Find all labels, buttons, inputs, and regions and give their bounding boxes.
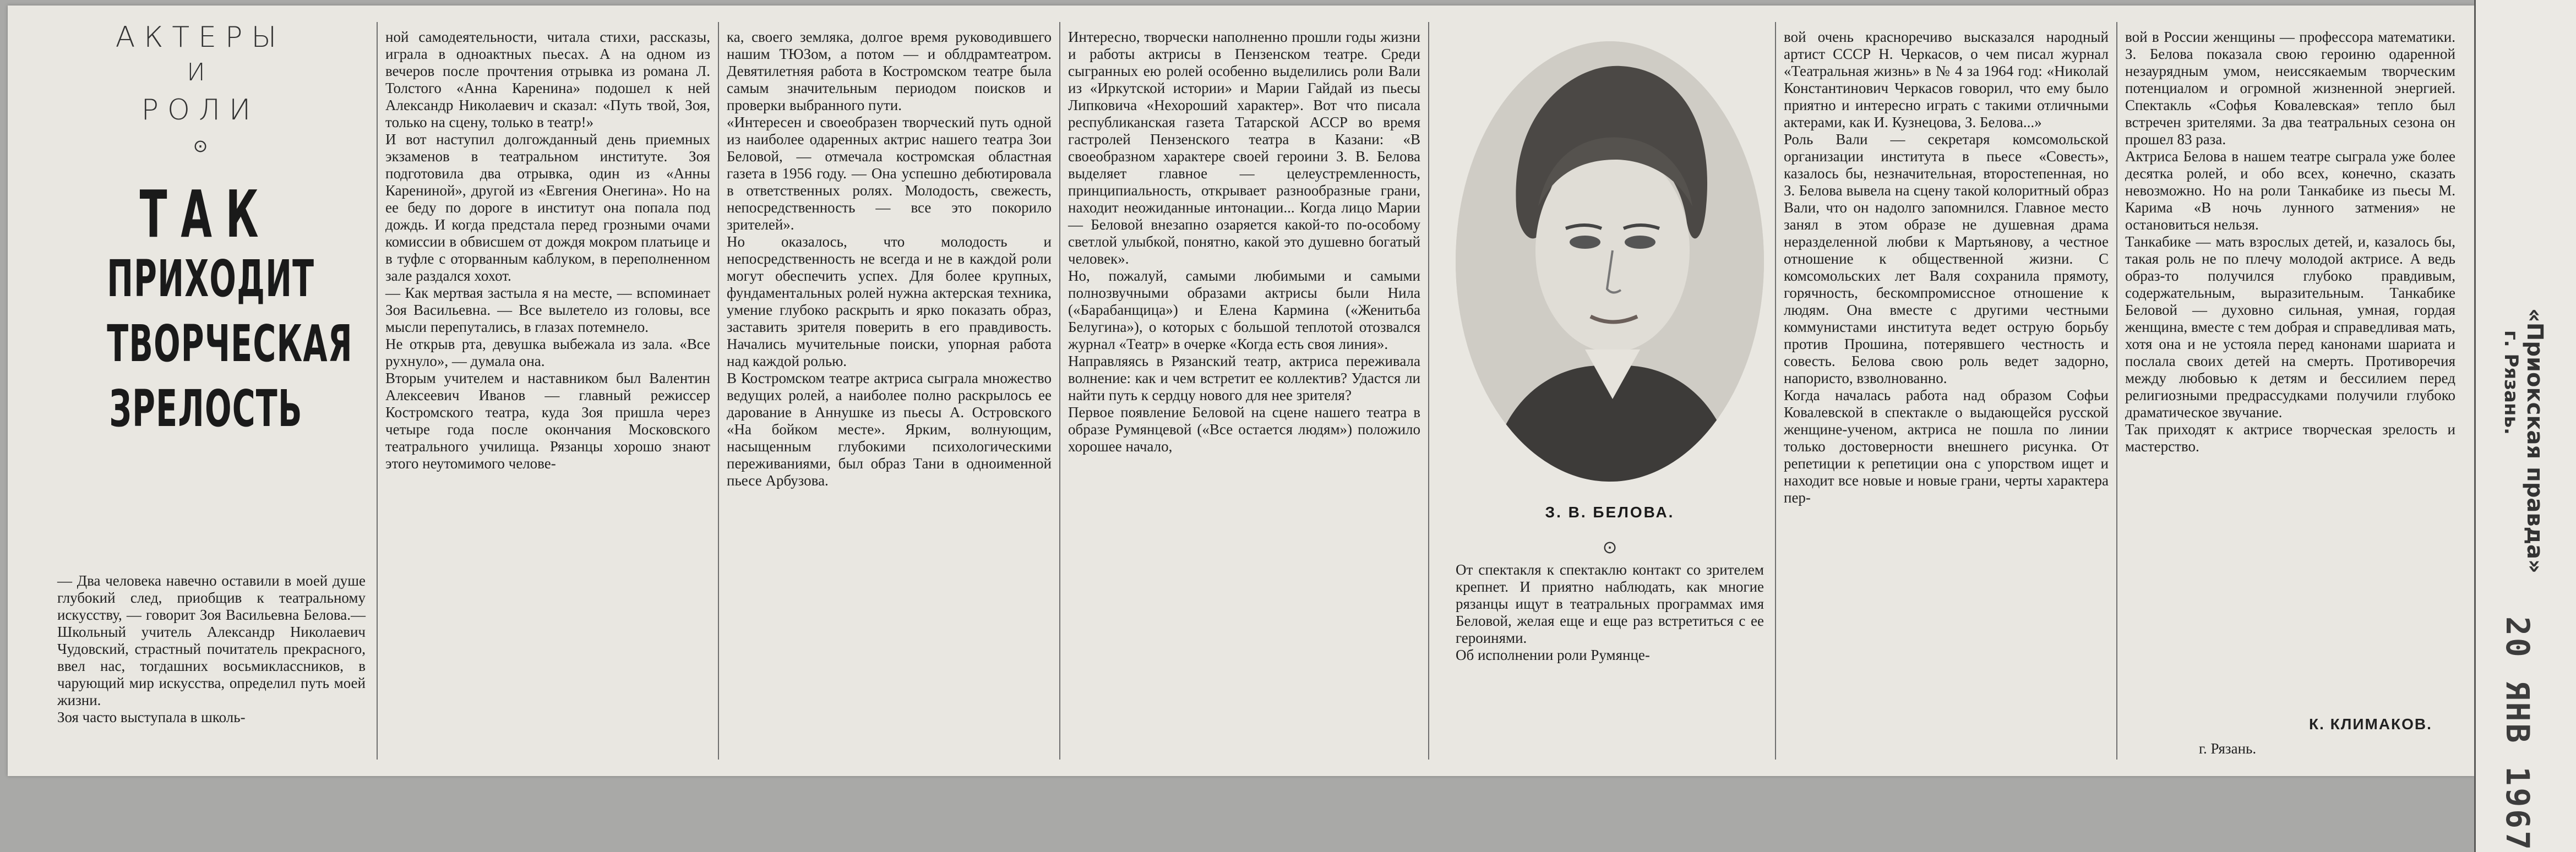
article-title (46, 176, 366, 441)
portrait-photo (1456, 41, 1764, 482)
column-divider (1059, 22, 1060, 760)
title-line-1: ТАК (139, 176, 273, 252)
column-divider (1775, 22, 1776, 760)
column-divider (377, 22, 378, 760)
caption-ornament: ⊙ (1602, 537, 1618, 558)
heading-ornament: ⊙ (193, 135, 208, 156)
column-divider (718, 22, 719, 760)
date-stamp: 20 ЯНВ 1967 (2499, 616, 2536, 852)
article-column-2: ной самодеятельности, читала стихи, рассказы, играла в одноактных пьесах. А на одном из вечеров после прочтения отрывка из романа Л. Толстого «Анна Каренина» подошел к ней Александр Николаевич и сказал: «Путь твой, Зоя, только на сцену, только в театр!» И вот наступил долгожданный день приемных экзаменов в театральном институте. Зоя подготовила два отрывка, один из «Анны Карениной», другой из «Евгения Онегина». Но на ее беду по дороге в институт она попала под дождь. И когда предстала перед грозными очами комиссии в обвисшем от дождя мокром платьице и в туфле с оторванным каблуком, в переполненном зале раздался хохот. — Как мертвая застыла я на месте, — вспоминает Зоя Васильевна. — Все вылетело из головы, все мысли перепутались, в глазах потемнело. Не открыв рта, девушка выбежала из зала. «Все рухнуло», — думала она. Вторым учителем и наставником был Валентин Алексеевич Иванов — главный режиссер Костромского театра, куда Зоя пришла через четыре года после окончания Московского театрального училища. Рязанцы хорошо знают этого неутомимого челове- (385, 29, 710, 472)
article-column-3: ка, своего земляка, долгое время руководившего нашим ТЮЗом, а потом — и облдрамтеатром. Девятилетняя работа в Костромском театре была самым значительным периодом поисков и проверки выбранного пути. «Интересен и своеобразен творческий путь одной из наиболее одаренных актрис нашего театра Зои Беловой, — отмечала костромская областная газета в 1956 году. — Она успешно дебютировала в ответственных ролях. Молодость, свежесть, непосредственность — все это покорило зрителей». Но оказалось, что молодость и непосредственность не всегда и не в каждой роли могут обеспечить успех. Для более крупных, фундаментальных ролей нужна актерская техника, умение глубоко раскрыть и ярко показать образ, заставить зрителя поверить в его правдивость. Начались мучительные поиски, упорная работа над каждой ролью. В Костромском театре актриса сыграла множество ведущих ролей, а наиболее полно раскрылось ее дарование в Аннушке из пьесы А. Островского «На бойком месте». Ярким, волнующим, насыщенным глубокими психологическими переживаниями, был образ Тани в одноименной пьесе Арбузова. (727, 29, 1052, 489)
article-column-6: вой очень красноречиво высказался народный артист СССР Н. Черкасов, о чем писал журнал «Театральная жизнь» в № 4 за 1964 год: «Николай Константинович Черкасов говорил, что ему было приятно и интересно играть с такими отличными актерами, как И. Кузнецова, З. Белова...» Роль Вали — секретаря комсомольской организации института в пьесе «Совесть», казалось бы, незначительная, второстепенная, но З. Белова вывела на сцену такой колоритный образ Вали, что он надолго запомнился. Главное место занял в этом образе не душевная драма неразделенной любви к Мартьянову, а честное отношение к общественной жизни. С комсомольских лет Валя сохранила прямоту, горячность, бескомпромиссное отношение к людям. Она вместе с другими честными коммунистами института ведет острую борьбу против Прошина, потерявшего честность и совесть. Белова свою роль ведет задорно, напористо, взволнованно. Когда началась работа над образом Софьи Ковалевской в спектакле о выдающейся русской женщине-ученом, актриса не пошла по линии только достоверности внешнего рисунка. От репетиции к репетиции она с упорством ищет и находит все новые и новые грани, черты характера пер- (1784, 29, 2109, 506)
clipping-city-stamp: г. Рязань. (2500, 330, 2522, 435)
article-column-7: вой в России женщины — профессора математики. З. Белова показала свою героиню одаренной незаурядным умом, неиссякаемым творческим потенциалом и огромной жизненной энергией. Спектакль «Софья Ковалевская» тепло был встречен зрителями. За два театральных сезона он прошел 83 раза. Актриса Белова в нашем театре сыграла уже более десятка ролей, и обо всех, конечно, сказать невозможно. Но на роли Танкабике из пьесы М. Карима «В ночь лунного затмения» не остановиться нельзя. Танкабике — мать взрослых детей, и, казалось бы, такая роль не по плечу молодой актрисе. А ведь образ-то получился глубоко правдивым, содержательным, выразительным. Танкабике Беловой — духовно сильная, умная, гордая женщина, вместе с тем добрая и справедливая мать, хотя она и не устояла перед канонами шариата и послала своих детей на смерть. Противоречия между любовью к детям и бессилием перед религиозными предрассудками получили глубоко драматическое звучание. Так приходят к актрисе творческая зрелость и мастерство. (2125, 29, 2455, 455)
newspaper-clipping (8, 6, 2474, 776)
section-heading-line2: И (187, 58, 214, 86)
clipping-source-stamp: «Приокская правда» (2522, 308, 2547, 574)
article-column-5: От спектакля к спектаклю контакт со зрителем крепнет. И приятно наблюдать, как многие рязанцы ищут в театральных программах имя Беловой, желая еще и еще раз встретиться с ее героинями. Об исполнении роли Румянце- (1456, 561, 1764, 663)
article-column-4: Интересно, творчески наполненно прошли годы жизни и работы актрисы в Пензенском театре. Среди сыгранных ею ролей особенно выделились роли Вали из «Иркутской истории» и Марии Гайдай из пьесы Липковича «Нехороший характер». Вот что писала республиканская газета Татарской АССР во время гастролей Пензенского театра в Казани: «В своеобразном характере своей героини З. В. Белова выделяет главное — целеустремленность, принципиальность, открывает разнообразные грани, находит неожиданные интонации... Когда лицо Марии — Беловой внезапно озаряется какой-то по-особому светлой улыбкой, понятно, какой это душевно богатый человек». Но, пожалуй, самыми любимыми и самыми полнозвучными образами актрисы были Нила («Барабанщица») и Елена Кармина («Женитьба Белугина»), о которых с большой теплотой отозвался журнал «Театр» в очерке «Когда есть своя линия». Направляясь в Рязанский театр, актриса переживала волнение: как и чем встретит ее коллектив? Удастся ли найти путь к сердцу нового для нее зрителя? Первое появление Беловой на сцене нашего театра в образе Румянцевой («Все остается людям») положило хорошее начало, (1068, 29, 1420, 455)
author-signature: К. КЛИМАКОВ. (2309, 716, 2432, 733)
section-heading-line1: АКТЕРЫ (115, 21, 286, 54)
column-divider (1428, 22, 1429, 760)
section-heading-line3: РОЛИ (141, 94, 260, 127)
archive-strip (2474, 0, 2576, 852)
title-line-3: ТВОРЧЕСКАЯ (107, 314, 353, 373)
column-divider (2116, 22, 2117, 760)
photo-caption: З. В. БЕЛОВА. (1545, 504, 1675, 521)
article-column-1: — Два человека навечно оставили в моей душе глубокий след, приобщив к театральному искусству, — говорит Зоя Васильевна Белова.—Школьный учитель Александр Николаевич Чудовский, страстный почитатель прекрасного, ввел нас, тогдашних восьмиклассников, в чарующий мир искусства, определил путь моей жизни. Зоя часто выступала в школь- (57, 572, 366, 725)
title-line-2: ПРИХОДИТ (107, 249, 315, 308)
portrait-image (1456, 41, 1764, 482)
title-line-4: ЗРЕЛОСТЬ (109, 379, 303, 438)
author-city: г. Рязань. (2199, 740, 2257, 757)
